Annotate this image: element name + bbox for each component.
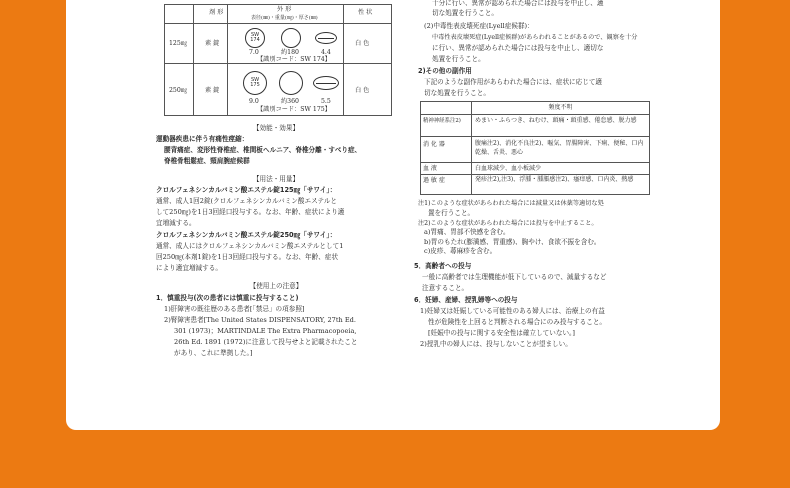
efficacy-intro: 運動器疾患に伴う有痛性痙縮：	[156, 135, 249, 143]
row1-mark-label: SW 174	[250, 31, 260, 43]
caution-1-title: 1．慎重投与(次の患者には慎重に投与すること)	[156, 294, 299, 302]
row2-diameter: 9.0	[249, 98, 259, 105]
dosage-125-title: クロルフェネシンカルバミン酸エステル錠125㎎「サワイ」：	[156, 186, 337, 194]
note-b: b)胃のもたれ(膨満感、胃重感)、胸やけ、食欲不振を含む。	[424, 238, 601, 246]
pregnancy-line-2: 性が危険性を上回ると判断される場合にのみ投与すること。	[428, 318, 607, 326]
row1-property: 白 色	[355, 40, 370, 47]
se-row1-key: 精神神経系注2)	[423, 118, 461, 124]
row1-side-circle	[281, 28, 301, 48]
caution-1-item-2b: 301 (1973)；MARTINDALE The Extra Pharmacopoeia,	[174, 327, 357, 335]
dosage-heading: 【用法・用量】	[252, 175, 300, 183]
note-2: 注2)このような症状があらわれた場合には投与を中止すること。	[418, 220, 598, 227]
caution-1-item-1: 1)肝障害の既往歴のある患者[「禁忌」の項参照]	[164, 305, 305, 313]
elderly-line-2: 注意すること。	[422, 284, 469, 292]
row2-mark-circle	[243, 71, 267, 95]
se-row4-key: 過 敏 症	[423, 177, 445, 184]
dosage-125-line-1: 通常、成人1回2錠(クロルフェネシンカルバミン酸エステルと	[156, 197, 337, 205]
tablet-spec-table	[164, 4, 392, 116]
row2-form: 素 錠	[205, 87, 220, 94]
freq-header: 頻度不明	[548, 104, 573, 111]
header-shape-sub: 表径(㎜)・重量(㎎)・厚さ(㎜)	[251, 15, 318, 21]
header-shape: 外 形	[277, 6, 292, 13]
row2-mark-label: SW 175	[250, 76, 260, 88]
dosage-250-line-3: により適宜増減する。	[156, 264, 222, 272]
pregnancy-line-3: [妊娠中の投与に関する安全性は確立していない。]	[428, 329, 575, 337]
right-top-line-2: 切な処置を行うこと。	[432, 9, 498, 17]
se-row3-value: 白血球減少、血小板減少	[475, 165, 542, 172]
se-row4-value: 発疹注2),注3)、浮腫・腫脹感注2)、瘙痒感、口内炎、熱感	[475, 176, 634, 183]
dosage-125-line-3: 宜増減する。	[156, 219, 196, 227]
elderly-title: 5．高齢者への投与	[414, 262, 472, 270]
row2-thickness: 5.5	[321, 98, 331, 105]
se-row2-key: 消 化 器	[423, 141, 445, 148]
dosage-250-line-1: 通常、成人にはクロルフェネシンカルバミン酸エステルとして1	[156, 242, 344, 250]
elderly-line-1: 一般に高齢者では生理機能が低下しているので、減量するなど	[422, 273, 607, 281]
row2-edge-oval	[313, 76, 339, 90]
header-form: 剤 形	[209, 9, 224, 16]
tox-line-3: 処置を行うこと。	[432, 55, 485, 63]
side-effects-table	[420, 101, 650, 195]
tox-line-1: 中毒性表皮壊死症(Lyell症候群)があらわれることがあるので、観察を十分	[432, 34, 638, 41]
row1-edge-oval	[315, 32, 337, 44]
document-card	[66, 0, 720, 430]
other-line-2: 切な処置を行うこと。	[424, 89, 490, 97]
right-top-line-1: 十分に行い、異常が認められた場合には投与を中止し、適	[432, 0, 604, 7]
se-row2-value: 腹痛注2)、消化不良注2)、嘔気、胃腸障害、下痢、便秘、口内乾燥、舌炎、悪心	[475, 140, 644, 156]
row2-dose: 250㎎	[169, 87, 187, 94]
row1-dose: 125㎎	[169, 40, 187, 47]
row1-id-code: 【識別コード：SW 174】	[257, 56, 331, 63]
row1-mark-circle	[245, 28, 265, 48]
se-row1-value: めまい・ふらつき、ねむけ、頭痛・頭重感、倦怠感、脱力感	[475, 117, 637, 124]
row2-property: 白 色	[355, 87, 370, 94]
row1-form: 素 錠	[205, 40, 220, 47]
caution-heading: 【使用上の注意】	[249, 282, 303, 290]
row1-thickness: 4.4	[321, 49, 331, 56]
efficacy-heading: 【効能・効果】	[252, 124, 300, 132]
caution-1-item-2d: があり、これに準拠した。]	[174, 349, 253, 357]
pregnancy-title: 6．妊婦、産婦、授乳婦等への投与	[414, 296, 518, 304]
note-1: 注1)このような症状があらわれた場合には減量又は休薬等適切な処	[418, 200, 604, 207]
row2-weight: 約360	[281, 98, 299, 105]
row2-side-circle	[279, 71, 303, 95]
other-heading: 2)その他の副作用	[418, 67, 472, 75]
pregnancy-line-1: 1)妊婦又は妊娠している可能性のある婦人には、治療上の有益	[420, 307, 605, 315]
note-a: a)胃痛、胃部不快感を含む。	[424, 228, 510, 236]
dosage-125-line-2: して250㎎)を1日3回経口投与する。なお、年齢、症状により適	[156, 208, 345, 216]
row1-weight: 約180	[281, 49, 299, 56]
row1-diameter: 7.0	[249, 49, 259, 56]
header-property: 性 状	[358, 9, 373, 16]
dosage-250-title: クロルフェネシンカルバミン酸エステル錠250㎎「サワイ」：	[156, 231, 337, 239]
caution-1-item-2: 2)腎障害患者[The United States DISPENSATORY, 27th Ed.	[164, 316, 356, 324]
efficacy-line-1: 腰背痛症、変形性脊椎症、椎間板ヘルニア、脊椎分離・すべり症、	[164, 146, 362, 154]
note-c: c)皮疹、蕁麻疹を含む。	[424, 247, 497, 255]
package-insert-document	[156, 0, 654, 370]
efficacy-line-2: 脊椎骨粗鬆症、頸肩腕症候群	[164, 157, 250, 165]
se-row3-key: 血 液	[423, 165, 437, 172]
tox-line-2: に行い、異常が認められた場合には投与を中止し、適切な	[432, 44, 604, 52]
other-line-1: 下記のような副作用があらわれた場合には、症状に応じて適	[424, 78, 603, 86]
caution-1-item-2c: 26th Ed. 1891 (1972)に注意して投与せよと記載されたこと	[174, 338, 358, 346]
tox-title: (2)中毒性表皮壊死症(Lyell症候群)：	[424, 22, 534, 30]
note-1b: 置を行うこと。	[428, 209, 475, 217]
pregnancy-line-4: 2)授乳中の婦人には、投与しないことが望ましい。	[420, 340, 572, 348]
dosage-250-line-2: 回250㎎(本剤1錠)を1日3回経口投与する。なお、年齢、症状	[156, 253, 338, 261]
row2-id-code: 【識別コード：SW 175】	[257, 106, 331, 113]
